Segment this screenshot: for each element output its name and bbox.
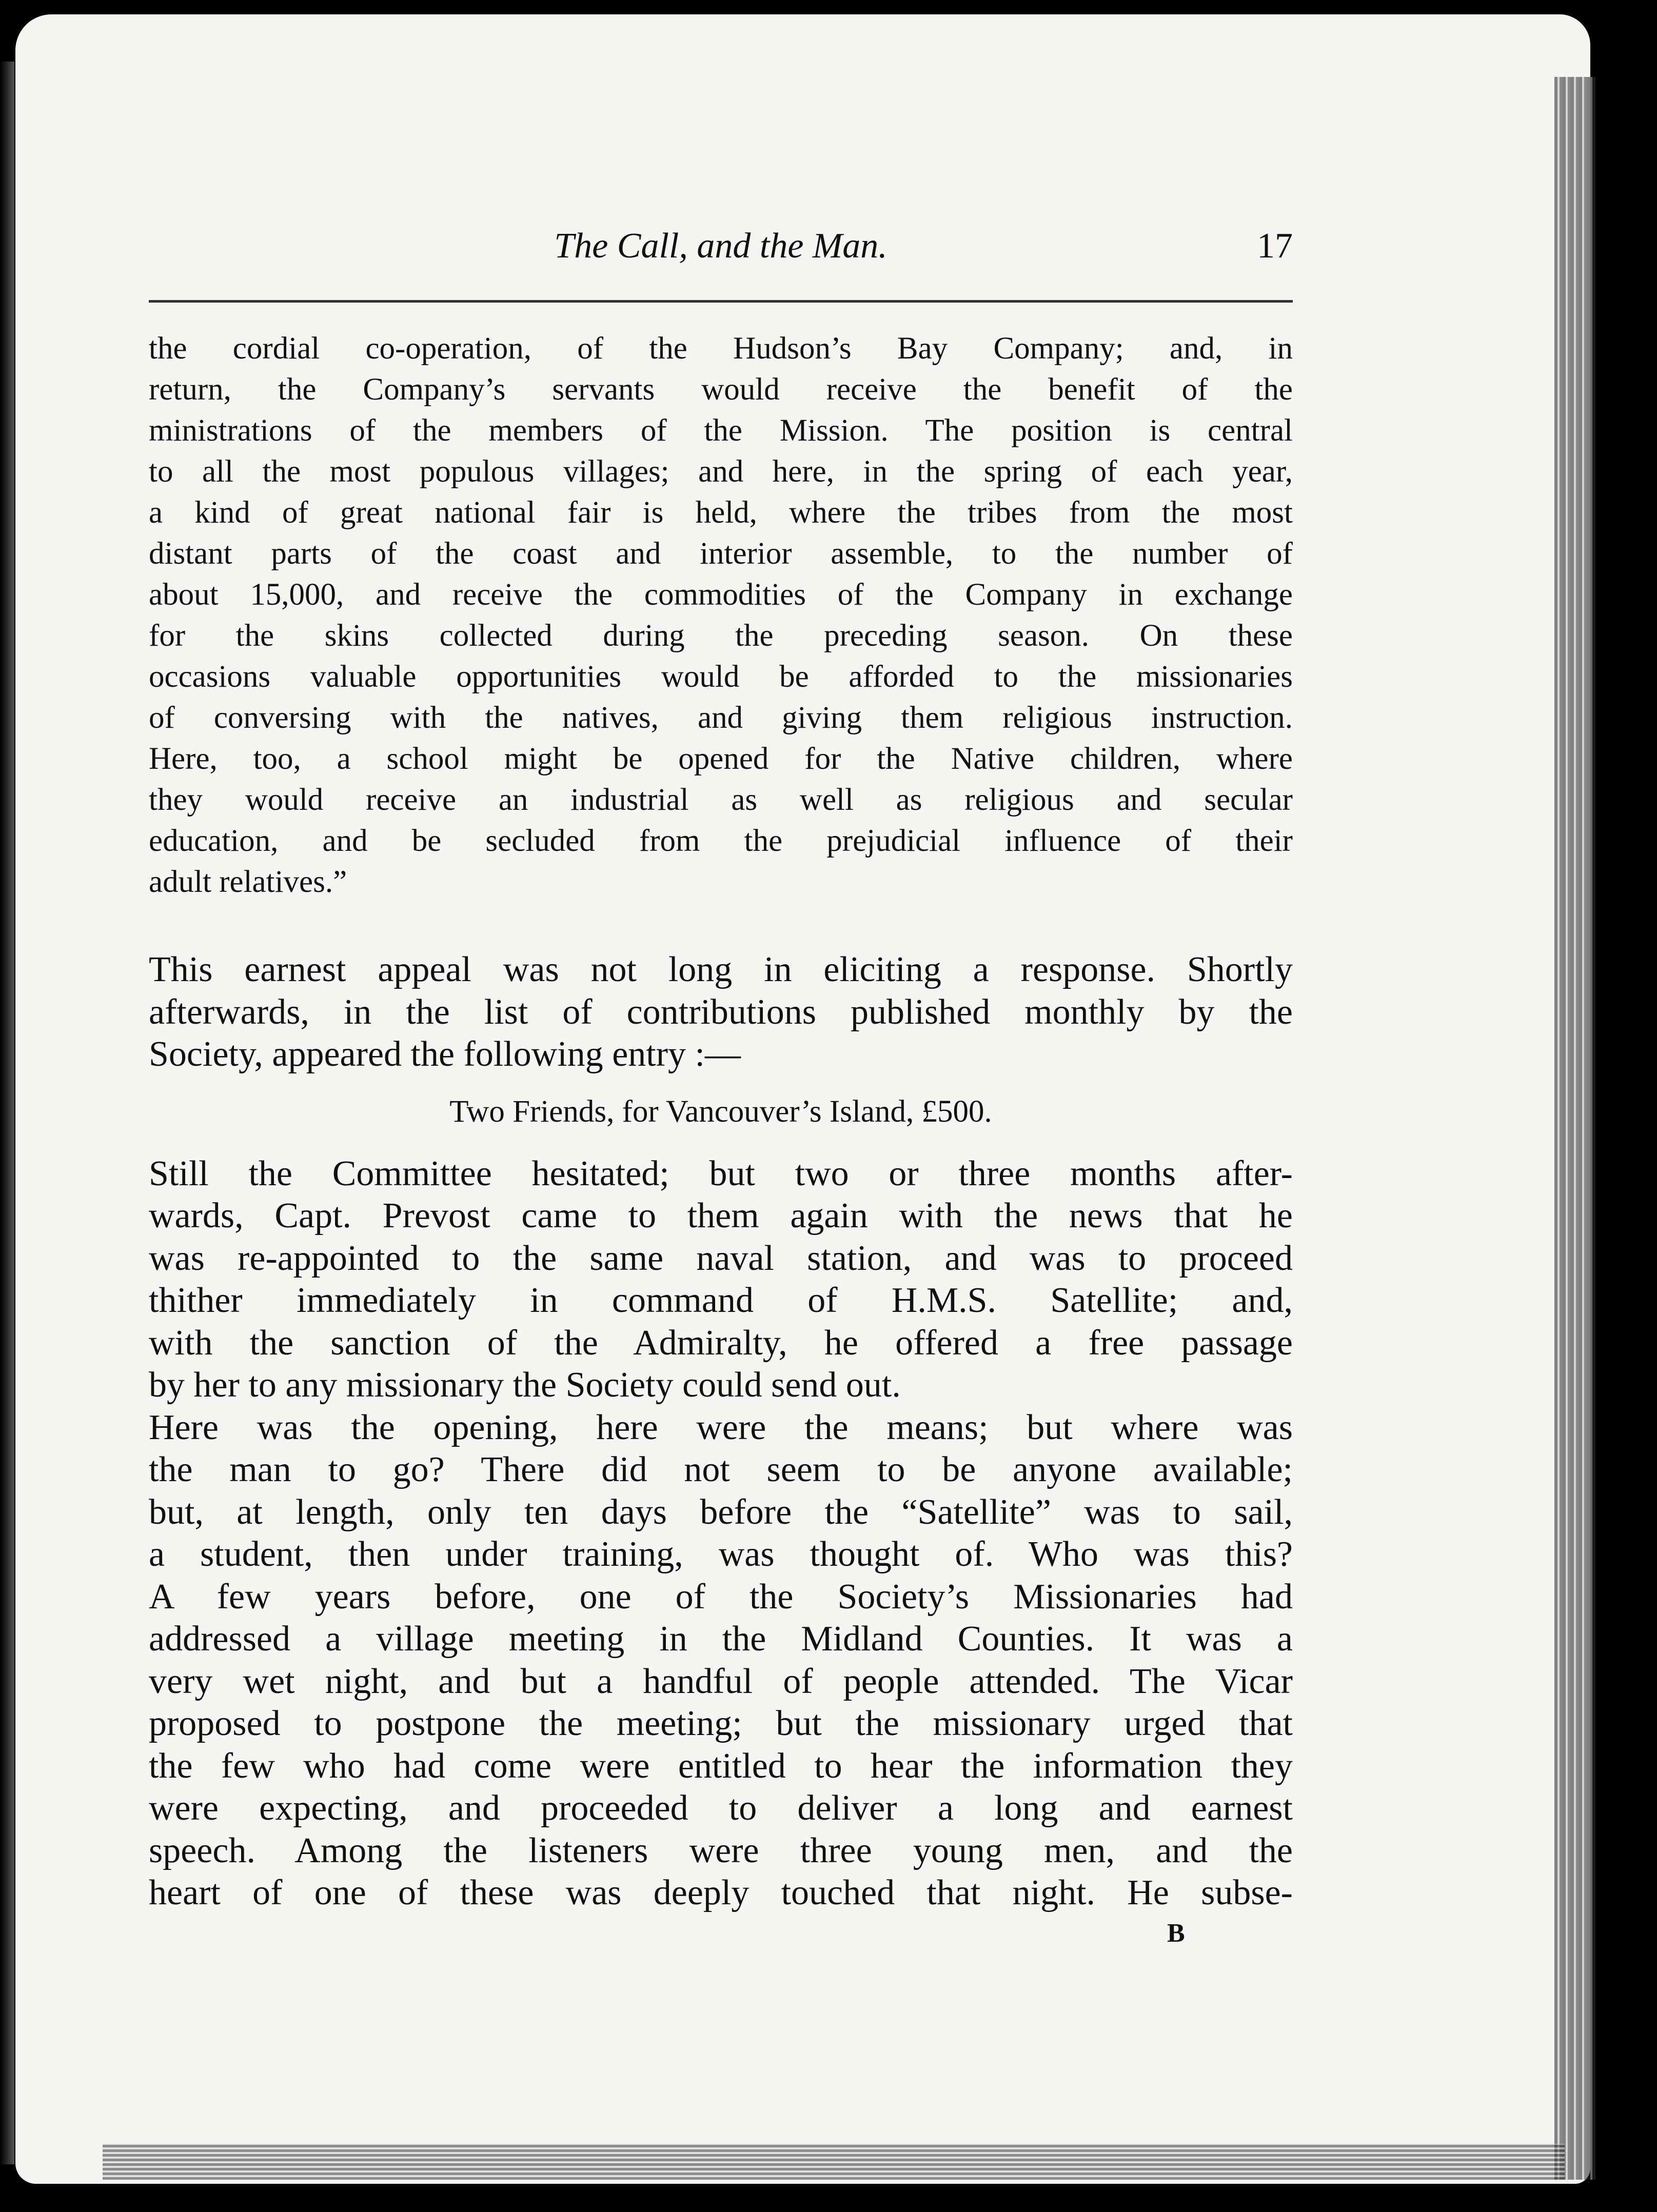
section-gap	[149, 903, 1293, 949]
text-line: education, and be secluded from the prejudicial influence of their	[149, 824, 1293, 858]
contribution-entry: Two Friends, for Vancouver’s Island, £500.	[449, 1094, 992, 1129]
text-line: very wet night, and but a handful of people attended. The Vicar	[149, 1661, 1293, 1701]
paragraph-opening	[149, 1407, 1293, 1576]
text-line: afterwards, in the list of contributions published monthly by the	[149, 992, 1293, 1032]
text-line: speech. Among the listeners were three young men, and the	[149, 1830, 1293, 1870]
text-line: but, at length, only ten days before the “Satellite” was to sail,	[149, 1492, 1293, 1532]
page-header	[149, 226, 1293, 282]
text-line: of conversing with the natives, and giving them religious instruction.	[149, 701, 1293, 735]
text-line: a student, then under training, was thought of. Who was this?	[149, 1535, 1293, 1574]
text-line: Still the Committee hesitated; but two or three months after-	[149, 1153, 1293, 1193]
text-line: wards, Capt. Prevost came to them again with the news that he	[149, 1196, 1293, 1235]
header-rule	[149, 300, 1293, 303]
text-line: the man to go? There did not seem to be anyone available;	[149, 1450, 1293, 1489]
text-line: to all the most populous villages; and here, in the spring of each year,	[149, 454, 1293, 489]
text-line: were expecting, and proceeded to deliver a long and earnest	[149, 1788, 1293, 1828]
text-line: adult relatives.”	[149, 865, 347, 899]
text-line: the cordial co-operation, of the Hudson’s Bay Company; and, in	[149, 331, 1293, 366]
text-line: by her to any missionary the Society could send out.	[149, 1365, 901, 1405]
paragraph-response	[149, 949, 1293, 1076]
signature-mark: B	[1167, 1919, 1185, 1948]
text-line: for the skins collected during the preceding season. On these	[149, 619, 1293, 653]
page-bottom-edge	[103, 2144, 1565, 2180]
text-line: proposed to postpone the meeting; but the missionary urged that	[149, 1704, 1293, 1743]
text-line: thither immediately in command of H.M.S. Satellite; and,	[149, 1281, 1293, 1320]
paragraph-midland	[149, 1576, 1293, 1915]
text-line: return, the Company’s servants would receive the benefit of the	[149, 372, 1293, 407]
text-line: Society, appeared the following entry :—	[149, 1034, 741, 1074]
text-line: distant parts of the coast and interior assemble, to the number of	[149, 536, 1293, 571]
text-line: the few who had come were entitled to hear the information they	[149, 1746, 1293, 1786]
page-right-edge	[1554, 77, 1595, 2180]
text-line: This earnest appeal was not long in eliciting a response. Shortly	[149, 950, 1293, 989]
text-line: A few years before, one of the Society’s Missionaries had	[149, 1577, 1293, 1617]
quoted-passage	[149, 328, 1293, 903]
text-line: about 15,000, and receive the commodities of the Company in exchange	[149, 577, 1293, 612]
text-line: occasions valuable opportunities would be afforded to the missionaries	[149, 660, 1293, 694]
running-title: The Call, and the Man.	[554, 226, 887, 266]
text-line: Here was the opening, here were the means; but where was	[149, 1407, 1293, 1447]
page-text	[149, 328, 1293, 1915]
text-line: heart of one of these was deeply touched that night. He subse-	[149, 1873, 1293, 1912]
page-number: 17	[1257, 226, 1293, 266]
text-line: they would receive an industrial as well as religious and secular	[149, 783, 1293, 817]
text-line: with the sanction of the Admiralty, he offered a free passage	[149, 1323, 1293, 1363]
text-line: a kind of great national fair is held, where the tribes from the most	[149, 495, 1293, 530]
text-line: Here, too, a school might be opened for the Native children, where	[149, 742, 1293, 776]
paragraph-committee	[149, 1153, 1293, 1407]
text-line: was re-appointed to the same naval station, and was to proceed	[149, 1238, 1293, 1278]
text-line: addressed a village meeting in the Midland Counties. It was a	[149, 1619, 1293, 1659]
text-line: ministrations of the members of the Mission. The position is central	[149, 413, 1293, 448]
page-left-shadow	[0, 62, 14, 2164]
